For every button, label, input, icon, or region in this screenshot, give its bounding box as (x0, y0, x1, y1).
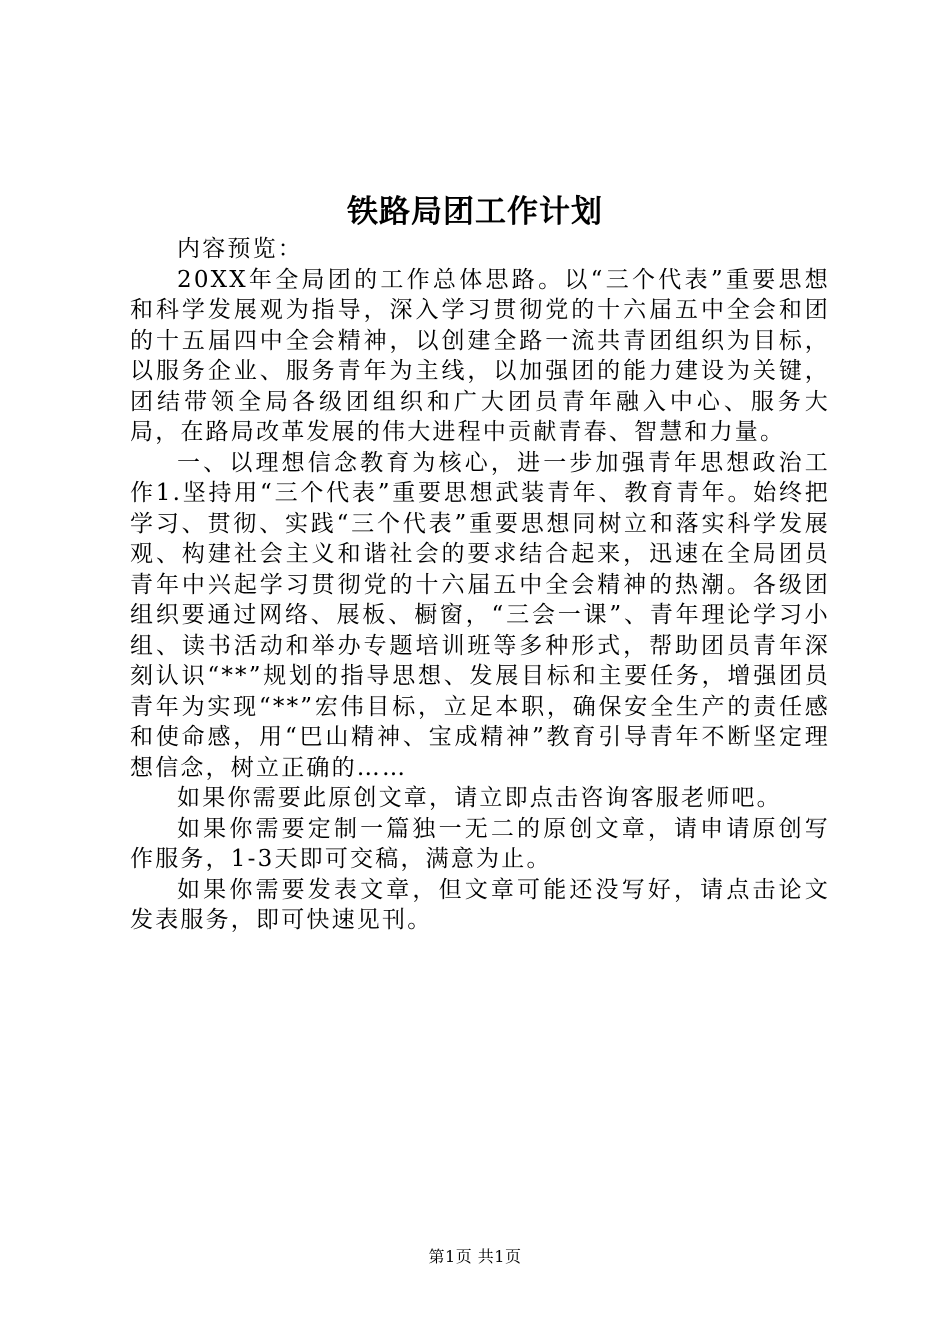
paragraph-section-one: 一、以理想信念教育为核心，进一步加强青年思想政治工作1.坚持用“三个代表”重要思想武装青年、教育青年。始终把学习、贯彻、实践“三个代表”重要思想同树立和落实科学发展观、构建社会主义和谐社会的要求结合起来，迅速在全局团员青年中兴起学习贯彻党的十六届五中全会精神的热潮。各级团组织要通过网络、展板、橱窗，“三会一课”、青年理论学习小组、读书活动和举办专题培训班等多种形式，帮助团员青年深刻认识“**”规划的指导思想、发展目标和主要任务，增强团员青年为实现“**”宏伟目标，立足本职，确保安全生产的责任感和使命感，用“巴山精神、宝成精神”教育引导青年不断坚定理想信念，树立正确的…… (130, 449, 830, 781)
document-title: 铁路局团工作计划 (347, 194, 603, 230)
promo-publish-link[interactable]: 如果你需要发表文章，但文章可能还没写好，请点击论文发表服务，即可快速见刊。 (130, 876, 830, 933)
page-number: 第1页 共1页 (428, 1247, 522, 1266)
paragraph-overview: 20XX年全局团的工作总体思路。以“三个代表”重要思想和科学发展观为指导，深入学习贯彻党的十六届五中全会和团的十五届四中全会精神，以创建全路一流共青团组织为目标，以服务企业、服务青年为主线，以加强团的能力建设为关键，团结带领全局各级团组织和广大团员青年融入中心、服务大局，在路局改革发展的伟大进程中贡献青春、智慧和力量。 (130, 266, 830, 445)
document-body (130, 234, 830, 936)
promo-consult-link[interactable]: 如果你需要此原创文章，请立即点击咨询客服老师吧。 (177, 785, 782, 811)
preview-label: 内容预览： (177, 236, 303, 262)
promo-custom-writing-link[interactable]: 如果你需要定制一篇独一无二的原创文章，请申请原创写作服务，1-3天即可交稿，满意为止。 (130, 815, 830, 872)
